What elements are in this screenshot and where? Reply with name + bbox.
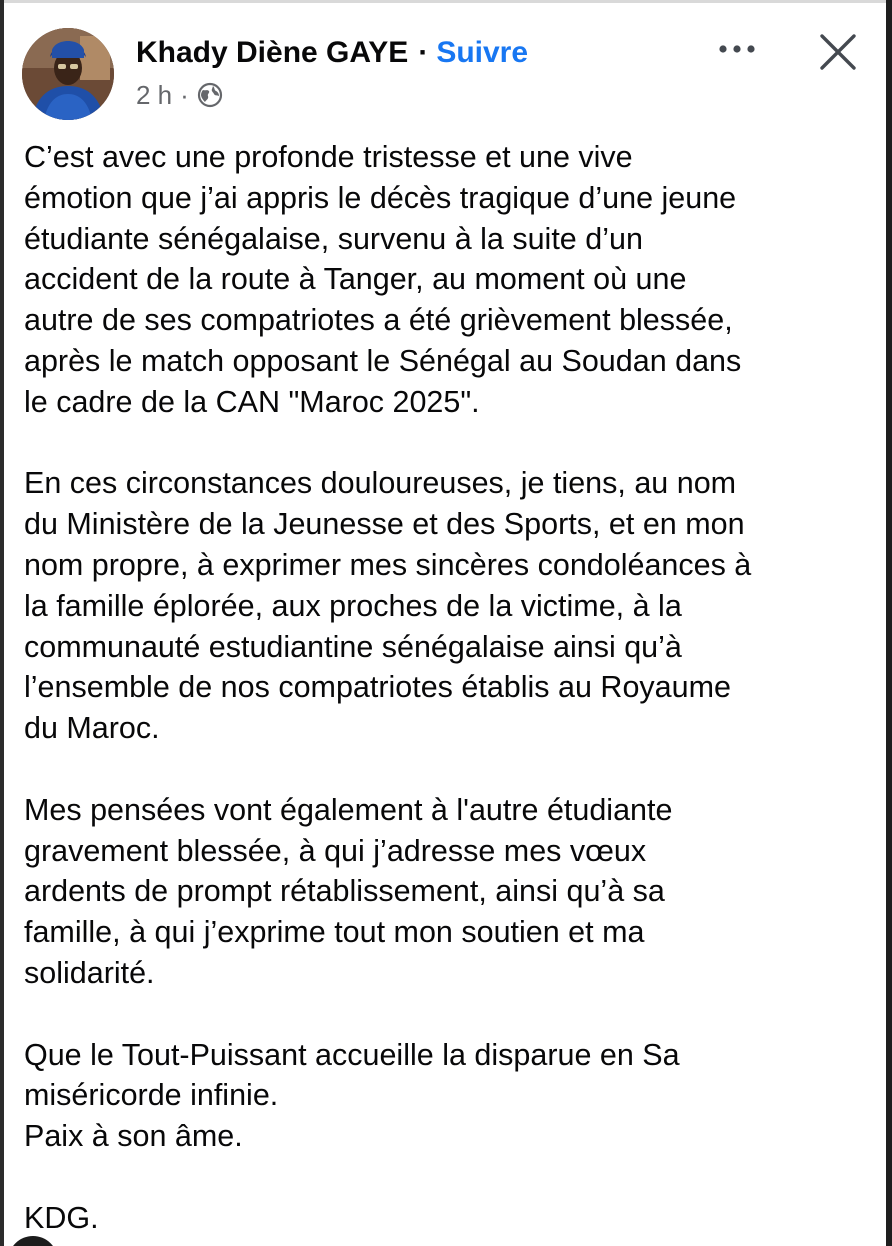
left-border xyxy=(0,0,4,1246)
globe-icon xyxy=(197,82,223,108)
commenter-avatar xyxy=(0,1236,60,1246)
text-line: autre de ses compatriotes a été grièvement blessée, xyxy=(24,303,733,338)
post-text xyxy=(24,137,869,1246)
text-line: Mes pensées vont également à l'autre étudiante xyxy=(24,792,673,827)
follow-button[interactable]: Suivre xyxy=(436,36,529,69)
text-line: émotion que j’ai appris le décès tragique d’une jeune xyxy=(24,180,737,215)
right-border xyxy=(886,0,892,1246)
text-line: solidarité. xyxy=(24,955,155,990)
text-line: ardents de prompt rétablissement, ainsi qu’à sa xyxy=(24,874,665,909)
text-line: miséricorde infinie. xyxy=(24,1078,279,1113)
more-options-button[interactable] xyxy=(712,32,762,68)
post-paragraph xyxy=(24,463,869,749)
post-paragraph xyxy=(24,1035,869,1157)
text-line: étudiante sénégalaise, survenu à la suite d’un xyxy=(24,221,643,256)
text-line: l’ensemble de nos compatriotes établis au Royaume xyxy=(24,670,731,705)
signature-line: KDG. xyxy=(24,1200,99,1235)
text-line: du Ministère de la Jeunesse et des Sports, et en mon xyxy=(24,507,745,542)
avatar-image xyxy=(22,28,114,120)
close-icon xyxy=(819,33,857,76)
text-line: Paix à son âme. xyxy=(24,1119,243,1154)
text-line: gravement blessée, à qui j’adresse mes vœux xyxy=(24,833,647,868)
text-line: accident de la route à Tanger, au moment où une xyxy=(24,262,687,297)
author-line xyxy=(136,30,528,76)
text-line: le cadre de la CAN "Maroc 2025". xyxy=(24,384,480,419)
text-line: En ces circonstances douloureuses, je tiens, au nom xyxy=(24,466,737,501)
post-meta xyxy=(136,78,223,112)
meta-separator: · xyxy=(180,79,189,110)
post-header xyxy=(0,0,892,125)
text-line: après le match opposant le Sénégal au Soudan dans xyxy=(24,343,742,378)
text-line: communauté estudiantine sénégalaise ainsi qu’à xyxy=(24,629,682,664)
text-line: C’est avec une profonde tristesse et une vive xyxy=(24,140,633,174)
text-line: Que le Tout-Puissant accueille la disparue en Sa xyxy=(24,1037,680,1072)
text-line: la famille éplorée, aux proches de la victime, à la xyxy=(24,588,682,623)
post-paragraph xyxy=(24,137,869,423)
close-button[interactable] xyxy=(814,30,862,78)
post-time[interactable]: 2 h xyxy=(136,79,173,110)
text-line: du Maroc. xyxy=(24,711,160,746)
author-avatar[interactable] xyxy=(22,28,114,120)
separator-dot: · xyxy=(418,36,429,69)
post-paragraph xyxy=(24,1198,869,1239)
text-line: nom propre, à exprimer mes sincères condoléances à xyxy=(24,547,752,582)
post-paragraph xyxy=(24,790,869,994)
text-line: famille, à qui j’exprime tout mon soutien et ma xyxy=(24,915,645,950)
more-horizontal-icon xyxy=(717,41,757,59)
author-name[interactable]: Khady Diène GAYE xyxy=(136,36,409,69)
